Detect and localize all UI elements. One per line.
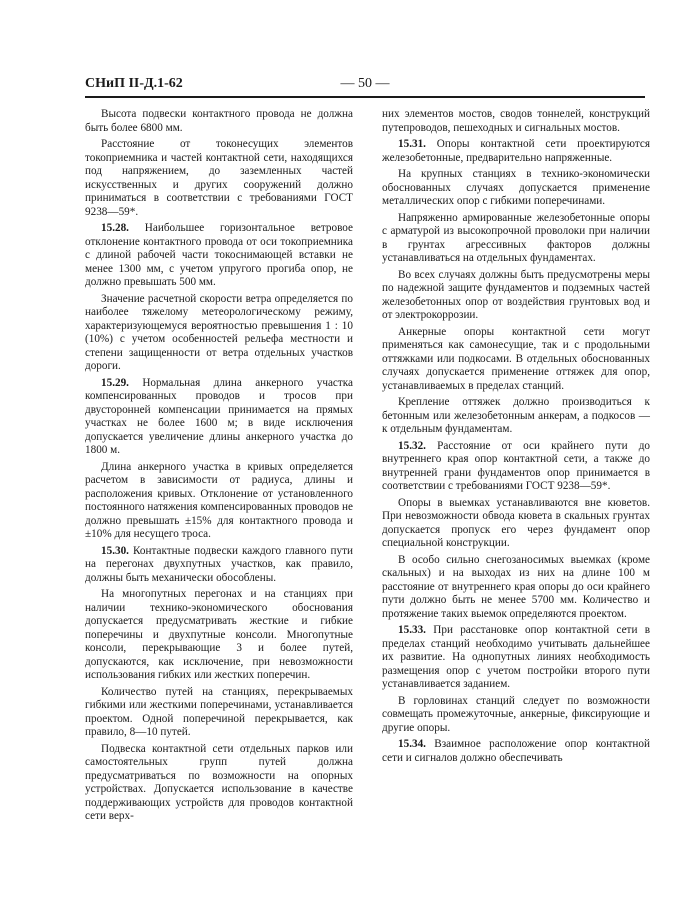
- paragraph: [85, 222, 353, 290]
- paragraph: [85, 377, 353, 458]
- page-header: [85, 76, 645, 96]
- paragraph-text: Взаимное расположение опор контактной сети и сигналов должно обеспечивать: [382, 738, 650, 764]
- paragraph-text: них элементов мостов, сводов тоннелей, конструкций путепроводов, пешеходных и сигнальных мостов.: [382, 108, 650, 134]
- paragraph-text: Подвеска контактной сети отдельных парков или самостоятельных групп путей должна предусматриваться по возможности на опорных устройствах. Допускается использование в качестве поддерживающих устройств для проводов контактной сети верх-: [85, 742, 353, 822]
- paragraph-text: Расстояние от токонесущих элементов токоприемника и частей контактной сети, находящихся под напряжением, до заземленных частей искусственных и других сооружений должно приниматься в соответствии с требованиями ГОСТ 9238—59*.: [85, 138, 353, 218]
- paragraph: [85, 686, 353, 740]
- paragraph-text: На многопутных перегонах и на станциях при наличии технико-экономического обоснования допускается предусматривать жесткие и гибкие поперечины и двухпутные консоли. Многопутные консоли, перекрывающие 3 и более путей, допускаются, как исключение, при невозможности использования гибких или жестких поперечин.: [85, 588, 353, 681]
- right-column: [382, 108, 650, 768]
- clause-number: 15.34.: [398, 738, 426, 750]
- left-column: [85, 108, 353, 827]
- paragraph: [85, 743, 353, 824]
- paragraph-text: Напряженно армированные железобетонные опоры с арматурой из высокопрочной проволоки при наличии в грунтах агрессивных факторов должны устанавливаться на отдельных фундаментах.: [382, 211, 650, 264]
- paragraph-text: Нормальная длина анкерного участка компенсированных проводов и тросов при двусторонней компенсации принимается на прямых участках не более 1600 м; в виде исключения допускается увеличение длины анкерного участка до 1800 м.: [85, 376, 353, 456]
- clause-number: 15.32.: [398, 439, 426, 452]
- document-code: СНиП II-Д.1-62: [85, 76, 183, 91]
- paragraph: [382, 738, 650, 765]
- paragraph: [85, 293, 353, 374]
- paragraph: [382, 212, 650, 266]
- paragraph: [382, 326, 650, 394]
- clause-number: 15.28.: [101, 222, 129, 234]
- header-rule: [85, 96, 645, 98]
- page-number: — 50 —: [340, 76, 390, 91]
- clause-number: 15.33.: [398, 624, 426, 636]
- paragraph-text: В особо сильно снегозаносимых выемках (кроме скальных) и на выходах из них на длине 100 м расстояние от внутреннего края опоры до оси крайнего пути должно быть не менее 5700 мм. Количество и протяжение таких выемок определяются проектом.: [382, 553, 650, 620]
- paragraph-text: Опоры в выемках устанавливаются вне кюветов. При невозможности обвода кювета в скальных грунтах допускается пропуск его через фундамент опор специальной конструкции.: [382, 496, 650, 549]
- clause-number: 15.30.: [101, 544, 129, 557]
- paragraph: [382, 108, 650, 135]
- clause-number: 15.29.: [101, 376, 129, 389]
- paragraph-text: Длина анкерного участка в кривых определяется расчетом в зависимости от радиуса, длины и расположения кривых. Отклонение от установленного постоянного натяжения компенсированных проводов не должно превышать ±15% для контактного провода и ±10% для несущего троса.: [85, 460, 353, 540]
- paragraph: [382, 138, 650, 165]
- paragraph-text: В горловинах станций следует по возможности совмещать промежуточные, анкерные, фиксирующие и другие опоры.: [382, 694, 650, 734]
- paragraph: [382, 554, 650, 622]
- paragraph-text: Наибольшее горизонтальное ветровое отклонение контактного провода от оси токоприемника с длиной рабочей части токоснимающей вставки не менее 1300 мм, с учетом упругого прогиба опор, не должно превышать 500 мм.: [85, 222, 354, 288]
- paragraph: [85, 545, 353, 586]
- paragraph-text: Контактные подвески каждого главного пути на перегонах двухпутных участков, как правило, должны быть механически обособлены.: [85, 544, 353, 584]
- paragraph-text: На крупных станциях в технико-экономически обоснованных случаях допускается применение металлических опор с гибкими поперечинами.: [382, 168, 650, 207]
- paragraph: [382, 440, 650, 494]
- paragraph: [382, 168, 650, 209]
- paragraph: [85, 108, 353, 135]
- paragraph-text: Высота подвески контактного провода не должна быть более 6800 мм.: [85, 108, 353, 134]
- paragraph: [85, 138, 353, 219]
- paragraph-text: Значение расчетной скорости ветра определяется по наиболее тяжелому метеорологическому режиму, характеризующемуся вероятностью превышения 1 : 10 (10%) с учетом особенностей рельефа местности и степени защищенности от ветра отдельных участков дороги.: [85, 292, 353, 372]
- paragraph: [382, 396, 650, 437]
- paragraph: [382, 695, 650, 736]
- paragraph-text: При расстановке опор контактной сети в пределах станций необходимо учитывать дальнейшее их развитие. На однопутных линиях необходимость размещения опор с учетом постройки второго пути устанавливается заданием.: [382, 624, 651, 690]
- clause-number: 15.31.: [398, 138, 426, 150]
- paragraph-text: Опоры контактной сети проектируются железобетонные, предварительно напряженные.: [382, 138, 650, 164]
- paragraph-text: Крепление оттяжек должно производиться к бетонным или железобетонным анкерам, а подкосов — к отдельным фундаментам.: [382, 396, 650, 435]
- paragraph-text: Количество путей на станциях, перекрываемых гибкими или жесткими поперечинами, устанавливается проектом. Одной поперечиной перекрывается, как правило, 8—10 путей.: [85, 685, 353, 738]
- paragraph: [382, 269, 650, 323]
- paragraph-text: Расстояние от оси крайнего пути до внутреннего края опор контактной сети, а также до внутренней грани фундаментов опор принимается в соответствии с требованиями ГОСТ 9238—59*.: [382, 439, 651, 492]
- paragraph: [85, 588, 353, 683]
- paragraph: [382, 497, 650, 551]
- paragraph: [382, 624, 650, 692]
- paragraph-text: Анкерные опоры контактной сети могут применяться как самонесущие, так и с продольными оттяжками или подкосами. В отдельных обоснованных случаях допускается применение оттяжек для опор, устанавливаемых в пределах станций.: [382, 325, 650, 392]
- paragraph-text: Во всех случаях должны быть предусмотрены меры по надежной защите фундаментов и подземных частей железобетонных опор от воздействия грунтовых вод и от электрокоррозии.: [382, 268, 650, 321]
- paragraph: [85, 461, 353, 542]
